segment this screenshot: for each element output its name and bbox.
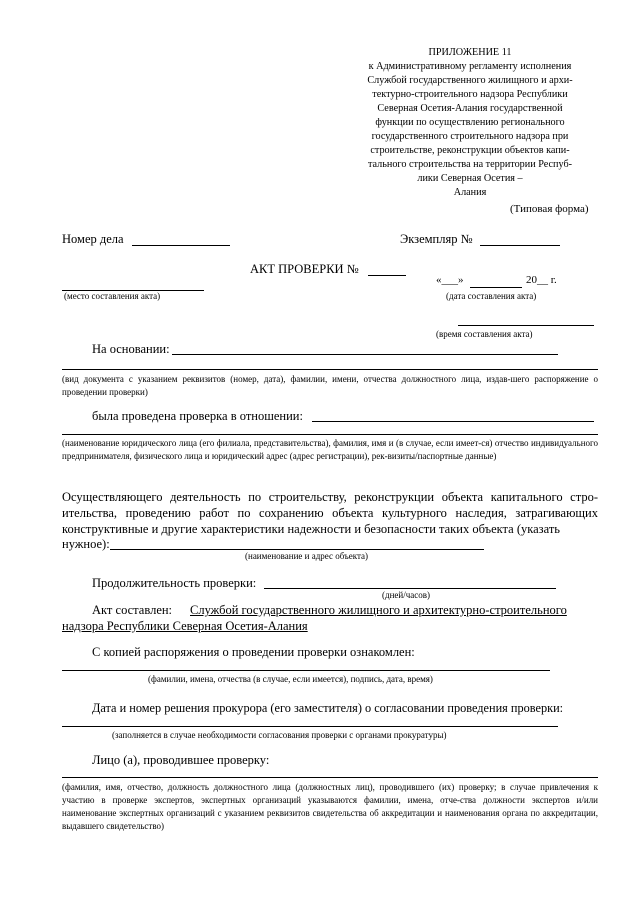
duration-caption: (дней/часов) bbox=[382, 590, 430, 600]
basis-note: (вид документа с указанием реквизитов (номер, дата), фамилии, имени, отчества должностного лица, издав-шего распоряжение о проведении проверки) bbox=[62, 374, 598, 397]
appendix-line: функции по осуществлению регионального bbox=[375, 117, 565, 128]
inspection-field[interactable] bbox=[312, 421, 594, 422]
date-month-field[interactable] bbox=[470, 287, 522, 288]
appendix-line: Алания bbox=[453, 187, 487, 198]
act-number-field[interactable] bbox=[368, 275, 406, 276]
prosecutor-label: Дата и номер решения прокурора (его заместителя) о согласовании проведения проверки: bbox=[92, 701, 564, 715]
activity-paragraph: Осуществляющего деятельность по строительству, реконструкции объекта капитального стро-ительства, проведению работ по сохранению объекта культурного наследия, затрагивающих конструктивные и другие характеристики надежности и безопасности таких объекта (указать bbox=[62, 490, 598, 536]
act-drawn-value: Службой государственного жилищного и архитектурно-строительного bbox=[190, 603, 567, 617]
persons-field[interactable] bbox=[62, 777, 598, 778]
inspection-note: (наименование юридического лица (его филиала, представительства), фамилия, имя и (в случае, если имеет-ся) отчество индивидуального предпринимателя, физического лица и юридический адрес (адрес регистрации), рек-визиты/паспортные данные) bbox=[62, 438, 598, 461]
basis-field-2[interactable] bbox=[62, 369, 598, 370]
activity-last-line: нужное): bbox=[62, 537, 110, 551]
persons-label: Лицо (а), проводившее проверку: bbox=[92, 753, 270, 767]
form-type-label: (Типовая форма) bbox=[510, 203, 589, 215]
appendix-header bbox=[340, 46, 600, 200]
duration-label: Продолжительность проверки: bbox=[92, 576, 257, 590]
object-field[interactable] bbox=[110, 549, 484, 550]
case-number-label: Номер дела bbox=[62, 232, 124, 246]
appendix-line: тектурно-строительного надзора Республики bbox=[372, 89, 568, 100]
act-drawn-label: Акт составлен: bbox=[92, 603, 173, 617]
time-caption: (время составления акта) bbox=[436, 329, 533, 339]
copy-number-field[interactable] bbox=[480, 245, 560, 246]
act-title: АКТ ПРОВЕРКИ № bbox=[250, 262, 359, 276]
act-drawn-value-cont: надзора Республики Северная Осетия-Алания bbox=[62, 619, 308, 633]
basis-field[interactable] bbox=[172, 354, 558, 355]
duration-field[interactable] bbox=[264, 588, 556, 589]
appendix-line: государственного строительного надзора при bbox=[371, 131, 569, 142]
prosecutor-caption: (заполняется в случае необходимости согласования проверки с органами прокуратуры) bbox=[112, 730, 447, 740]
prosecutor-field[interactable] bbox=[62, 726, 558, 727]
appendix-title: ПРИЛОЖЕНИЕ 11 bbox=[428, 47, 512, 58]
date-year[interactable]: 20__ г. bbox=[526, 274, 557, 286]
case-number-field[interactable] bbox=[132, 245, 230, 246]
time-field[interactable] bbox=[458, 325, 594, 326]
inspection-label: была проведена проверка в отношении: bbox=[92, 409, 303, 423]
acquainted-caption: (фамилии, имена, отчества (в случае, если имеется), подпись, дата, время) bbox=[148, 674, 433, 684]
copy-number-label: Экземпляр № bbox=[400, 232, 473, 246]
object-caption: (наименование и адрес объекта) bbox=[245, 551, 369, 561]
date-caption: (дата составления акта) bbox=[446, 291, 537, 301]
date-day[interactable]: «___» bbox=[436, 274, 464, 286]
acquainted-label: С копией распоряжения о проведении проверки ознакомлен: bbox=[92, 645, 415, 659]
basis-label: На основании: bbox=[92, 342, 170, 356]
appendix-line: Службой государственного жилищного и архи- bbox=[367, 75, 573, 86]
persons-note: (фамилия, имя, отчество, должность должностного лица (должностных лиц), проводившего (их) проверку; в случае привлечения к участию в проверке экспертов, экспертных организаций указываются фамилии, имена, отче-ства должности экспертов и/или наименование экспертных организаций с указанием реквизитов свидетельства об аккредитации и наименования органа по аккредитации, выдавшего свидетельство) bbox=[62, 782, 598, 831]
appendix-line: строительстве, реконструкции объектов капи- bbox=[370, 145, 570, 156]
place-caption: (место составления акта) bbox=[64, 291, 161, 301]
appendix-line: лики Северная Осетия – bbox=[417, 173, 523, 184]
inspection-field-2[interactable] bbox=[62, 434, 598, 435]
appendix-line: Северная Осетия-Алания государственной bbox=[377, 103, 563, 114]
appendix-line: к Административному регламенту исполнения bbox=[368, 61, 572, 72]
acquainted-field[interactable] bbox=[62, 670, 550, 671]
appendix-line: тального строительства на территории Респуб- bbox=[367, 159, 573, 170]
